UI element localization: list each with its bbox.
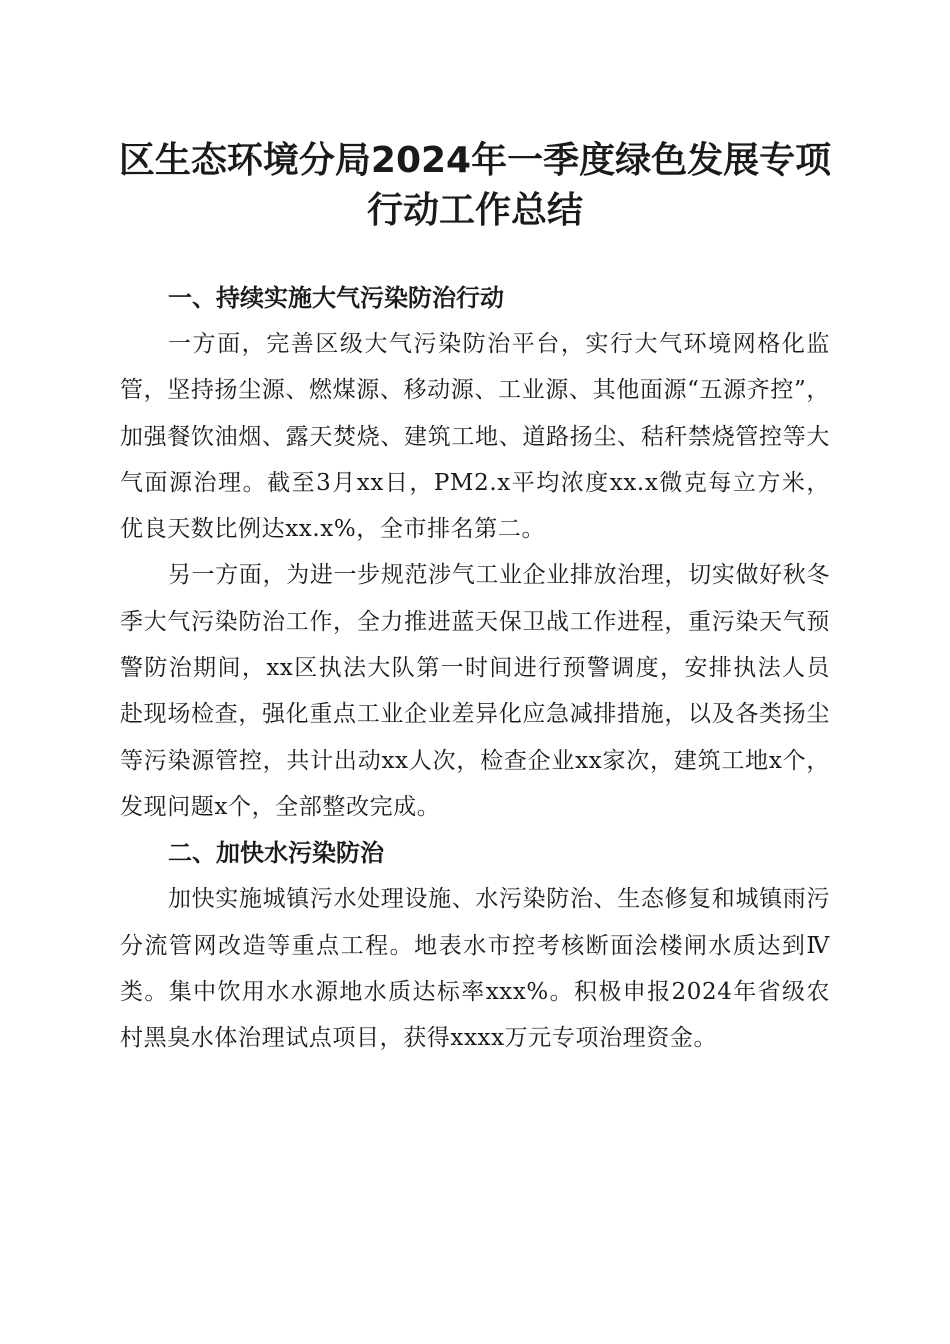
document-title-line-2: 行动工作总结 [366, 190, 583, 231]
paragraph-air-1: 一方面，完善区级大气污染防治平台，实行大气环境网格化监管，坚持扬尘源、燃煤源、移动源、工业源、其他面源“五源齐控”，加强餐饮油烟、露天焚烧、建筑工地、道路扬尘、秸秆禁烧管控等大气面源治理。截至3月xx日，PM2.x平均浓度xx.x微克每立方米，优良天数比例达xx.x%，全市排名第二。 [120, 331, 830, 543]
section-heading-air: 一、持续实施大气污染防治行动 [168, 284, 504, 312]
document-title-line-1: 区生态环境分局2024年一季度绿色发展专项 [118, 140, 832, 181]
document-body [120, 275, 830, 1061]
paragraph-air-2: 另一方面，为进一步规范涉气工业企业排放治理，切实做好秋冬季大气污染防治工作，全力推进蓝天保卫战工作进程，重污染天气预警防治期间，xx区执法大队第一时间进行预警调度，安排执法人员赴现场检查，强化重点工业企业差异化应急减排措施，以及各类扬尘等污染源管控，共计出动xx人次，检查企业xx家次，建筑工地x个，发现问题x个，全部整改完成。 [120, 562, 830, 820]
section-heading-water: 二、加快水污染防治 [168, 839, 384, 868]
paragraph-water-1: 加快实施城镇污水处理设施、水污染防治、生态修复和城镇雨污分流管网改造等重点工程。地表水市控考核断面浍楼闸水质达到Ⅳ类。集中饮用水水源地水质达标率xxx%。积极申报2024年省级农村黑臭水体治理试点项目，获得xxxx万元专项治理资金。 [120, 886, 830, 1052]
